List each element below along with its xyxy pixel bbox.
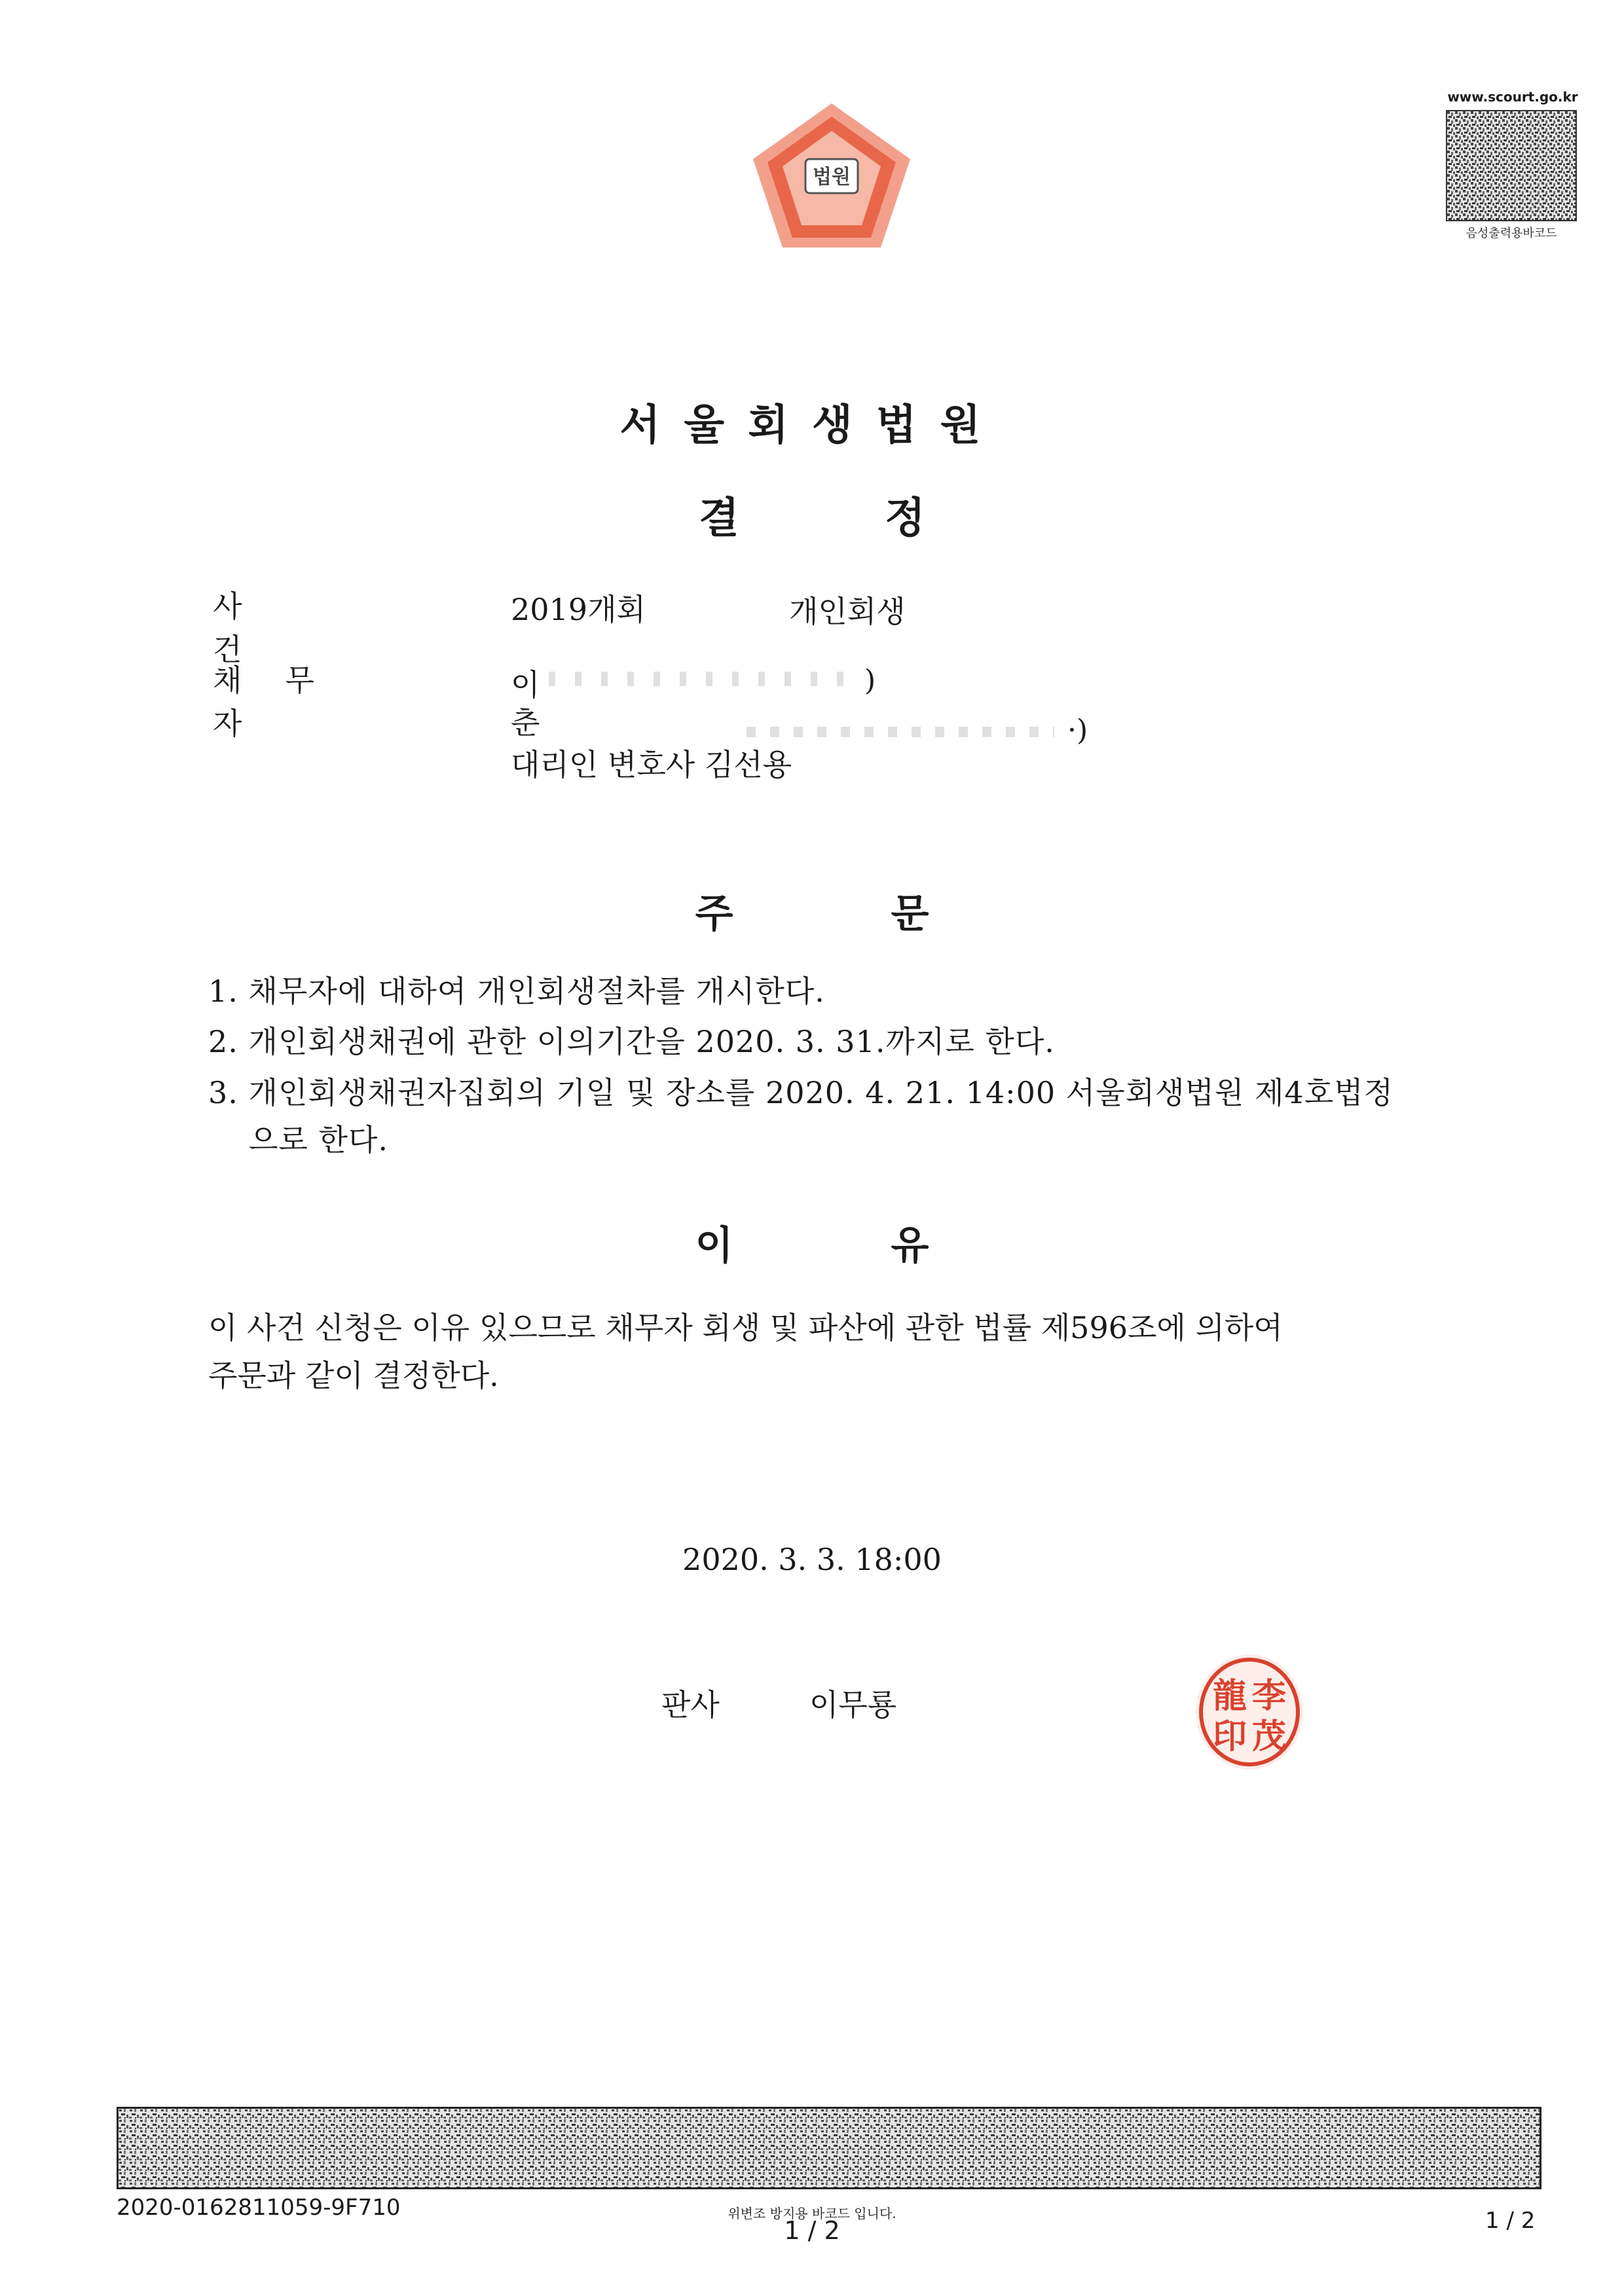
case-label: 사건 — [213, 589, 320, 667]
decision-date: 2020. 3. 3. 18:00 — [682, 1542, 942, 1577]
debtor-label: 채무자 — [213, 663, 358, 741]
anti-forgery-barcode — [117, 2107, 1541, 2189]
order-item-continuation: 으로 한다. — [249, 1122, 388, 1157]
order-item: 2. 개인회생채권에 관한 이의기간을 2020. 3. 31.까지로 한다. — [208, 1024, 1055, 1059]
svg-text:李: 李 — [1251, 1676, 1287, 1716]
reason-line: 주문과 같이 결정한다. — [208, 1358, 499, 1393]
page-number-right: 1 / 2 — [1485, 2208, 1536, 2234]
case-type: 개인회생 — [789, 594, 906, 629]
order-item: 3. 개인회생채권자집회의 기일 및 장소를 2020. 4. 21. 14:00 서울회생법원 제4호법정 — [208, 1075, 1394, 1110]
reason-line: 이 사건 신청은 이유 있으므로 채무자 회생 및 파산에 관한 법률 제596조에 의하여 — [208, 1310, 1283, 1345]
redacted-name — [549, 672, 863, 686]
emblem-label: 법원 — [813, 166, 851, 189]
reason-heading: 이 유 — [695, 1223, 929, 1269]
legal-agent: 대리인 변호사 김선용 — [511, 747, 792, 782]
qr-caption: 음성출력용바코드 — [1466, 227, 1557, 240]
debtor-name-tail: ) — [864, 664, 876, 697]
debtor-name: 이 — [511, 667, 540, 702]
judge-title: 판사 — [661, 1687, 720, 1722]
document-title: 결 정 — [699, 494, 925, 543]
svg-text:茂: 茂 — [1251, 1717, 1287, 1757]
judge-seal — [1190, 1650, 1308, 1774]
page-number-center: 1 / 2 — [784, 2216, 840, 2245]
voice-output-barcode — [1446, 110, 1577, 221]
svg-text:龍: 龍 — [1212, 1676, 1247, 1716]
case-number: 2019개회 — [511, 592, 646, 627]
barcode-caption: 위변조 방지용 바코드 입니다. — [728, 2206, 896, 2221]
court-name: 서울회생법원 — [619, 401, 1005, 450]
svg-text:印: 印 — [1212, 1717, 1247, 1757]
debtor-address-tail: ·) — [1067, 714, 1088, 747]
judge-name: 이무룡 — [809, 1687, 897, 1722]
order-heading: 주 문 — [695, 891, 929, 937]
redacted-address — [747, 727, 1054, 737]
qr-url: www.scourt.go.kr — [1447, 89, 1578, 105]
debtor-address: 춘 — [511, 705, 540, 740]
document-code: 2020-0162811059-9F710 — [117, 2195, 401, 2221]
order-item: 1. 채무자에 대하여 개인회생절차를 개시한다. — [208, 974, 825, 1009]
court-emblem — [747, 97, 917, 254]
